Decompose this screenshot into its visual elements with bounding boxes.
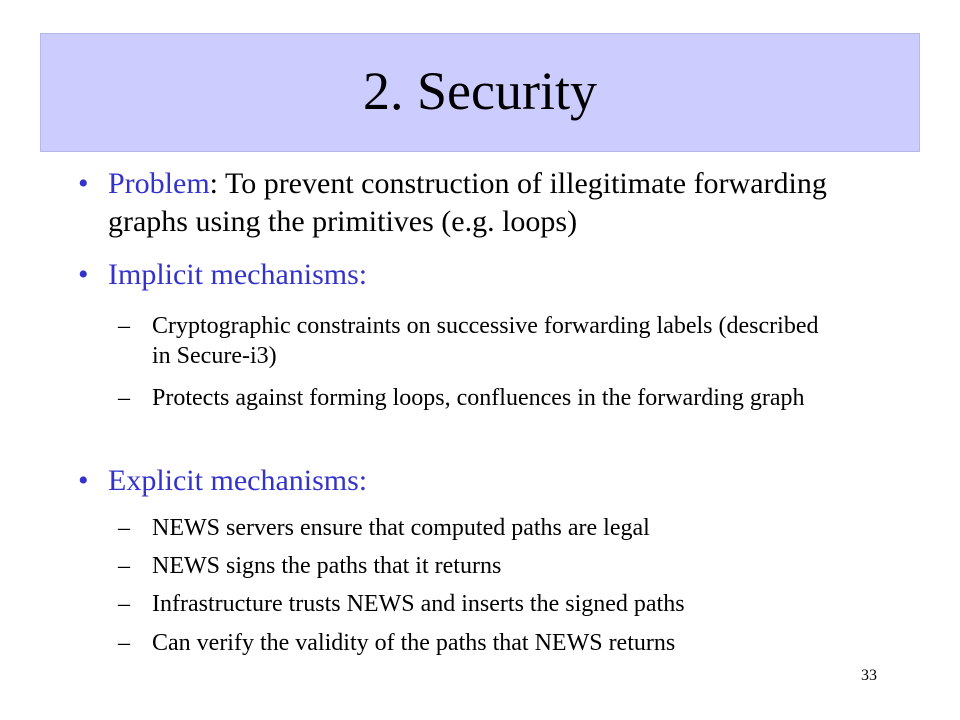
dash-icon: – xyxy=(118,385,130,411)
dash-icon: – xyxy=(118,553,130,579)
bullet-problem xyxy=(78,165,868,241)
sub-item-text: Cryptographic constraints on successive forwarding labels (described in Secure-i3) xyxy=(152,313,819,369)
sub-item xyxy=(118,383,842,413)
bullet-lead: Explicit mechanisms: xyxy=(108,464,368,497)
bullet-text xyxy=(108,165,868,241)
slide-title: 2. Security xyxy=(363,61,597,121)
sub-item xyxy=(118,628,842,658)
dash-icon: – xyxy=(118,591,130,617)
bullet-body: : To prevent construction of illegitimate forwarding graphs using the primitives (e.g. loops) xyxy=(108,167,827,238)
bullet-implicit xyxy=(78,256,868,294)
bullet-lead: Problem xyxy=(108,167,210,200)
page-number: 33 xyxy=(861,667,877,684)
sub-item-text: Can verify the validity of the paths that NEWS returns xyxy=(152,630,676,656)
bullet-icon: • xyxy=(78,258,89,291)
sub-item xyxy=(118,551,842,581)
sub-item-text: Protects against forming loops, confluences in the forwarding graph xyxy=(152,385,805,411)
dash-icon: – xyxy=(118,515,130,541)
sub-item-text: NEWS servers ensure that computed paths are legal xyxy=(152,515,650,541)
dash-icon: – xyxy=(118,630,130,656)
sub-item xyxy=(118,589,842,619)
bullet-icon: • xyxy=(78,167,89,200)
sub-item-text: NEWS signs the paths that it returns xyxy=(152,553,502,579)
sub-item-text: Infrastructure trusts NEWS and inserts the signed paths xyxy=(152,591,685,617)
bullet-lead: Implicit mechanisms: xyxy=(108,258,368,291)
dash-icon: – xyxy=(118,313,130,339)
sub-item xyxy=(118,311,842,371)
bullet-icon: • xyxy=(78,464,89,497)
bullet-explicit xyxy=(78,462,868,500)
sub-item xyxy=(118,513,842,543)
